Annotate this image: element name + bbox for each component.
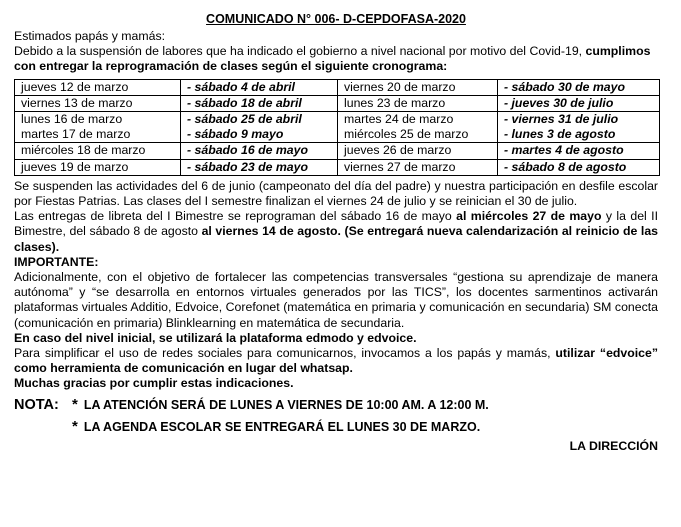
rescheduled-date-cell: - viernes 31 de julio - lunes 3 de agosto — [498, 112, 660, 143]
intro-paragraph — [14, 44, 658, 74]
rescheduled-date-cell: - sábado 4 de abril — [181, 79, 338, 95]
original-date-cell: jueves 12 de marzo — [15, 79, 181, 95]
nota-label: NOTA: — [14, 396, 59, 413]
communication-bold: utilizar “edvoice” como herramienta de comunicación en lugar del whatsap. — [14, 346, 659, 376]
report-card-text-2: y la del II Bimestre, del sábado 8 de agosto — [14, 209, 658, 239]
report-card-bold-2: al viernes 14 de agosto. (Se entregará nueva calendarización al reinicio de las clases). — [14, 224, 659, 254]
intro-bold-text: cumplimos con entregar la reprogramación de clases según el siguiente cronograma: — [14, 44, 651, 74]
original-date-cell: jueves 19 de marzo — [15, 159, 181, 175]
original-date-cell: miércoles 18 de marzo — [15, 143, 181, 159]
schedule-row — [15, 79, 660, 95]
schedule-row — [15, 159, 660, 175]
nota-section — [14, 397, 658, 441]
communication-paragraph — [14, 346, 658, 376]
greeting: Estimados papás y mamás: — [14, 29, 166, 43]
important-heading: IMPORTANTE: — [14, 254, 99, 269]
report-card-text-1: Las entregas de libreta del I Bimestre se reprograman del sábado 16 de mayo — [14, 209, 457, 224]
communique-document — [14, 0, 658, 454]
rescheduled-date-cell: - sábado 18 de abril — [181, 95, 338, 111]
nota-item-1: LA ATENCIÓN SERÁ DE LUNES A VIERNES DE 10:00 AM. A 12:00 M. — [83, 397, 489, 412]
rescheduled-date-cell: - sábado 23 de mayo — [181, 159, 338, 175]
platforms-paragraph: Adicionalmente, con el objetivo de fortalecer las competencias transversales “gestiona su aprendizaje de manera autónoma” y “se desarrolla en entornos virtuales generados por las TICS”, los docentes sarmentinos activarán plataformas virtuales Additio, Edvoice, Corefonet (matemática en primaria y comunicación en secundaria) SM conecta (comunicación en primaria) Blinklearning en matemática de secundaria. — [14, 270, 658, 330]
schedule-row — [15, 112, 660, 143]
nota-row-2 — [14, 419, 658, 441]
report-card-paragraph — [14, 209, 658, 255]
rescheduled-date-cell: - jueves 30 de julio — [498, 95, 660, 111]
nota-item-2: LA AGENDA ESCOLAR SE ENTREGARÁ EL LUNES 30 DE MARZO. — [83, 419, 481, 434]
original-date-cell: lunes 16 de marzo martes 17 de marzo — [15, 112, 181, 143]
rescheduled-date-cell: - sábado 30 de mayo — [498, 79, 660, 95]
original-date-cell: lunes 23 de marzo — [338, 95, 498, 111]
rescheduled-date-cell: - martes 4 de agosto — [498, 143, 660, 159]
report-card-bold-1: al miércoles 27 de mayo — [456, 209, 602, 224]
initial-level-paragraph: En caso del nivel inicial, se utilizará la plataforma edmodo y edvoice. — [14, 330, 417, 345]
intro-text: Debido a la suspensión de labores que ha indicado el gobierno a nivel nacional por motivo del Covid-19, — [14, 44, 586, 59]
rescheduled-date-cell: - sábado 25 de abril - sábado 9 mayo — [181, 112, 338, 143]
rescheduled-date-cell: - sábado 16 de mayo — [181, 143, 338, 159]
signature: LA DIRECCIÓN — [569, 438, 658, 453]
asterisk-icon: * — [72, 417, 78, 435]
schedule-row — [15, 143, 660, 159]
original-date-cell: viernes 13 de marzo — [15, 95, 181, 111]
original-date-cell: viernes 27 de marzo — [338, 159, 498, 175]
thanks-paragraph: Muchas gracias por cumplir estas indicaciones. — [14, 376, 294, 391]
original-date-cell: martes 24 de marzo miércoles 25 de marzo — [338, 112, 498, 143]
nota-row-1 — [14, 397, 658, 419]
document-title: COMUNICADO N° 006- D-CEPDOFASA-2020 — [206, 12, 466, 26]
schedule-table — [14, 79, 660, 176]
rescheduled-date-cell: - sábado 8 de agosto — [498, 159, 660, 175]
suspension-paragraph: Se suspenden las actividades del 6 de junio (campeonato del día del padre) y nuestra participación en desfile escolar por Fiestas Patrias. Las clases del I semestre finalizan el viernes 24 de julio y se reinician el 30 de julio. — [14, 178, 658, 209]
original-date-cell: jueves 26 de marzo — [338, 143, 498, 159]
communication-text: Para simplificar el uso de redes sociales para comunicarnos, invocamos a los papás y mamás, — [14, 346, 556, 361]
original-date-cell: viernes 20 de marzo — [338, 79, 498, 95]
schedule-row — [15, 95, 660, 111]
asterisk-icon: * — [72, 395, 78, 413]
